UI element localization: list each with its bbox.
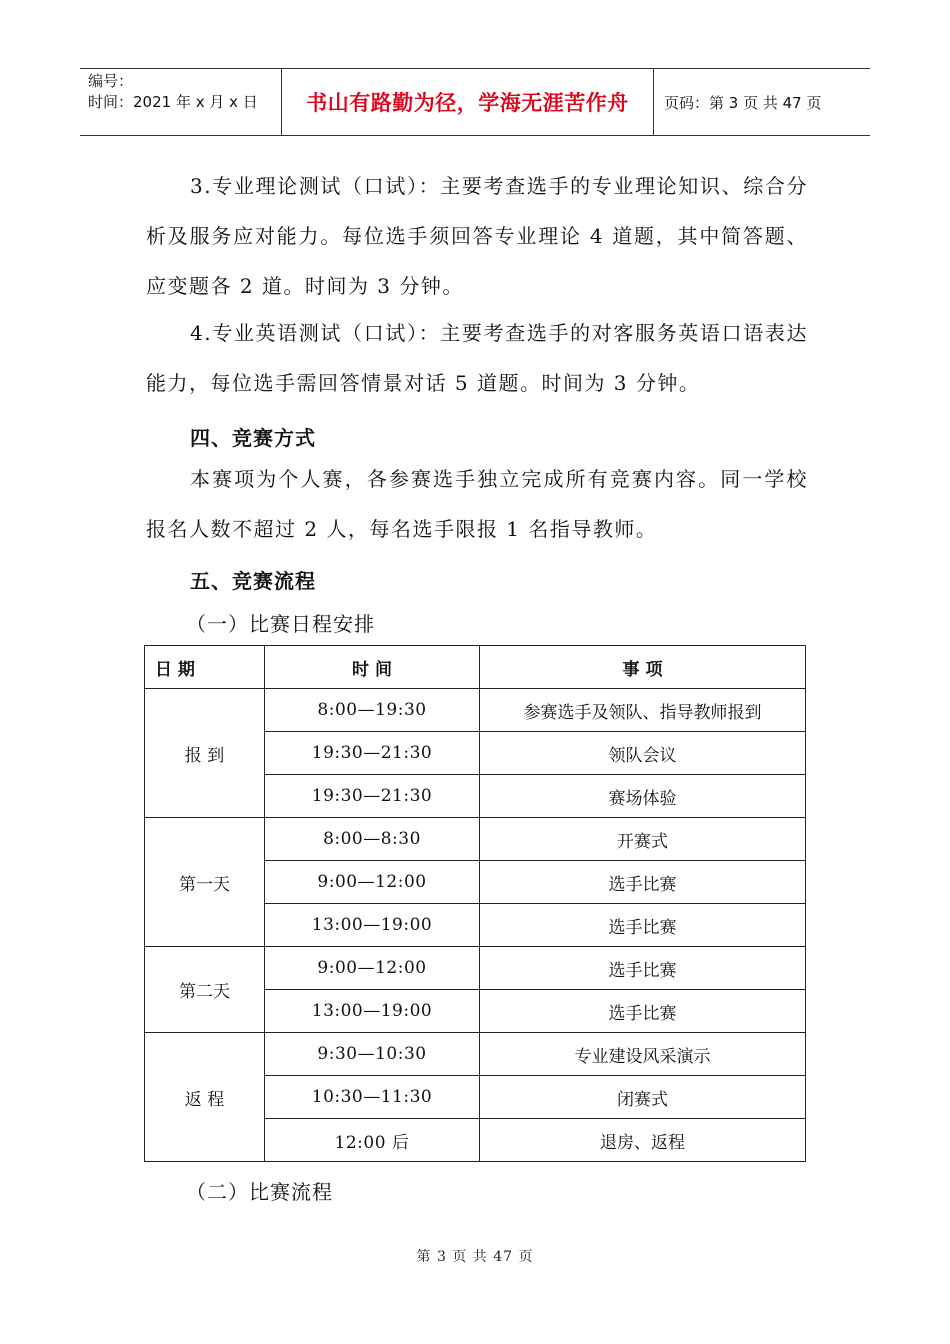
item-cell: 参赛选手及领队、指导教师报到 — [480, 689, 806, 732]
time-cell: 9:30—10:30 — [265, 1033, 480, 1076]
date-cell: 返 程 — [145, 1033, 265, 1162]
header-meta — [80, 69, 281, 135]
item-cell: 选手比赛 — [480, 861, 806, 904]
time-cell: 10:30—11:30 — [265, 1076, 480, 1119]
date-cell: 报 到 — [145, 689, 265, 818]
column-header-time: 时 间 — [265, 646, 480, 689]
time-cell: 19:30—21:30 — [265, 775, 480, 818]
item-cell: 赛场体验 — [480, 775, 806, 818]
paragraph-english-test: 4.专业英语测试（口试）：主要考查选手的对客服务英语口语表达能力，每位选手需回答情景对话 5 道题。时间为 3 分钟。 — [146, 321, 808, 395]
header-page-info: 页码：第 3 页 共 47 页 — [664, 93, 822, 112]
time-cell: 8:00—19:30 — [265, 689, 480, 732]
item-cell: 领队会议 — [480, 732, 806, 775]
time-cell: 12:00 后 — [265, 1119, 480, 1162]
date-cell: 第二天 — [145, 947, 265, 1033]
column-header-date: 日 期 — [145, 646, 265, 689]
table-row — [145, 1033, 806, 1076]
time-cell: 9:00—12:00 — [265, 947, 480, 990]
table-row — [145, 818, 806, 861]
column-header-item: 事 项 — [480, 646, 806, 689]
doc-number-label: 编号： — [88, 72, 134, 90]
item-cell: 闭赛式 — [480, 1076, 806, 1119]
item-cell: 开赛式 — [480, 818, 806, 861]
paragraph-competition-mode: 本赛项为个人赛，各参赛选手独立完成所有竞赛内容。同一学校报名人数不超过 2 人，每名选手限报 1 名指导教师。 — [146, 467, 808, 541]
date-cell: 第一天 — [145, 818, 265, 947]
item-cell: 选手比赛 — [480, 990, 806, 1033]
doc-date-label: 时间：2021 年 x 月 x 日 — [88, 93, 258, 111]
page-header — [80, 68, 870, 136]
table-row — [145, 689, 806, 732]
item-cell: 退房、返程 — [480, 1119, 806, 1162]
header-motto: 书山有路勤为径，学海无涯苦作舟 — [281, 69, 654, 135]
item-cell: 选手比赛 — [480, 947, 806, 990]
schedule-table — [144, 645, 806, 1162]
section-heading-competition-mode: 四、竞赛方式 — [190, 426, 316, 450]
time-cell: 8:00—8:30 — [265, 818, 480, 861]
page-footer: 第 3 页 共 47 页 — [416, 1249, 534, 1265]
item-cell: 选手比赛 — [480, 904, 806, 947]
table-row — [145, 947, 806, 990]
time-cell: 9:00—12:00 — [265, 861, 480, 904]
item-cell: 专业建设风采演示 — [480, 1033, 806, 1076]
paragraph-theory-test: 3.专业理论测试（口试）：主要考查选手的专业理论知识、综合分析及服务应对能力。每位选手须回答专业理论 4 道题，其中简答题、应变题各 2 道。时间为 3 分钟。 — [146, 174, 808, 298]
time-cell: 13:00—19:00 — [265, 990, 480, 1033]
time-cell: 19:30—21:30 — [265, 732, 480, 775]
time-cell: 13:00—19:00 — [265, 904, 480, 947]
table-header-row — [145, 646, 806, 689]
subheading-process: （二）比赛流程 — [186, 1180, 333, 1204]
subheading-schedule: （一）比赛日程安排 — [186, 612, 375, 636]
section-heading-competition-process: 五、竞赛流程 — [190, 569, 316, 593]
